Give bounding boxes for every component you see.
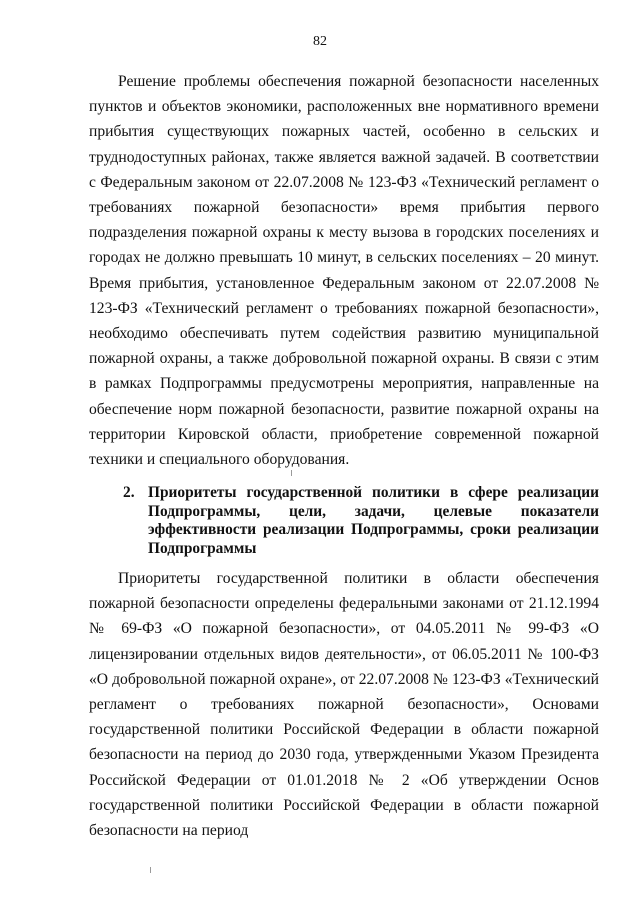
section-title: Приоритеты государственной политики в сфере реализации Подпрограммы, цели, задачи, целевые показатели эффективности реализации Подпрограммы, сроки реализации Подпрограммы	[148, 484, 599, 558]
section-number: 2.	[123, 484, 135, 501]
body-paragraph-2	[89, 566, 599, 843]
scan-mark	[291, 470, 292, 476]
body-paragraph-1	[89, 69, 599, 472]
paragraph-text: Приоритеты государственной политики в области обеспечения пожарной безопасности определены федеральными законами от 21.12.1994 № 69-ФЗ «О пожарной безопасности», от 04.05.2011 № 99-ФЗ «О лицензировании отдельных видов деятельности», от 06.05.2011 № 100-ФЗ «О добровольной пожарной охране», от 22.07.2008 № 123-ФЗ «Технический регламент о требованиях пожарной безопасности», Основами государственной политики Российской Федерации в области пожарной безопасности на период до 2030 года, утвержденными Указом Президента Российской Федерации от 01.01.2018 № 2 «Об утверждении Основ государственной политики Российской Федерации в области пожарной безопасности на период	[89, 570, 599, 840]
section-heading	[123, 484, 599, 559]
page-number: 82	[313, 34, 327, 49]
scan-mark	[150, 867, 151, 873]
paragraph-text: Решение проблемы обеспечения пожарной безопасности населенных пунктов и объектов экономики, расположенных вне нормативного времени прибытия существующих пожарных частей, особенно в сельских и труднодоступных районах, также является важной задачей. В соответствии с Федеральным законом от 22.07.2008 № 123-ФЗ «Технический регламент о требованиях пожарной безопасности» время прибытия первого подразделения пожарной охраны к месту вызова в городских поселениях и городах не должно превышать 10 минут, в сельских поселениях – 20 минут. Время прибытия, установленное Федеральным законом от 22.07.2008 № 123-ФЗ «Технический регламент о требованиях пожарной безопасности», необходимо обеспечивать путем содействия развитию муниципальной пожарной охраны, а также добровольной пожарной охраны. В связи с этим в рамках Подпрограммы предусмотрены мероприятия, направленные на обеспечение норм пожарной безопасности, развитие пожарной охраны на территории Кировской области, приобретение современной пожарной техники и специального оборудования.	[89, 73, 599, 469]
